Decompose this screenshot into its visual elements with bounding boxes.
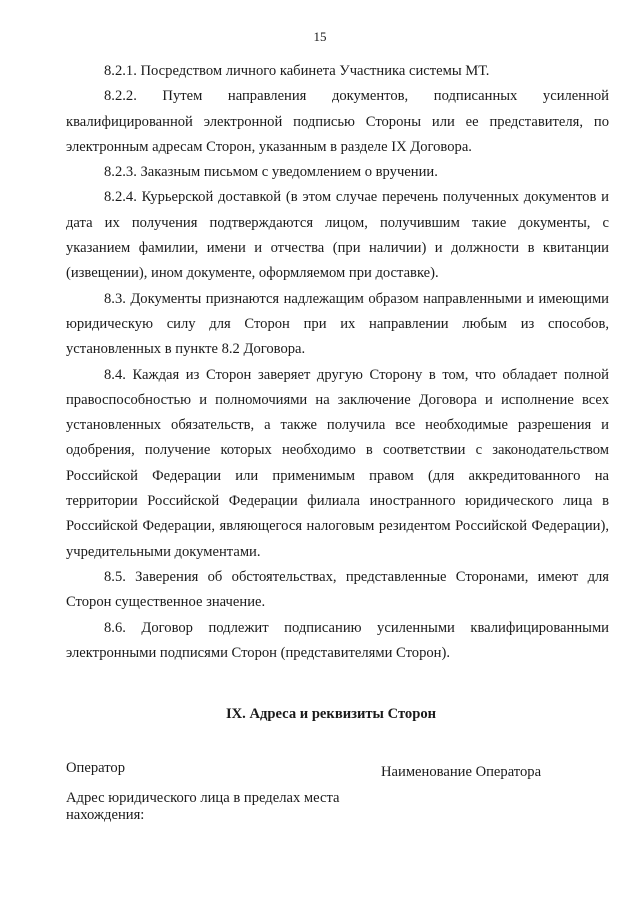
clause-8-3: 8.3. Документы признаются надлежащим образом направленными и имеющими юридическую силу для Сторон при их направлении любым из способов, установленных в пункте 8.2 Договора. bbox=[66, 290, 609, 358]
clause-8-2-2: 8.2.2. Путем направления документов, подписанных усиленной квалифицированной электронной подписью Стороны или ее представителя, по электронным адресам Сторон, указанным в разделе IX Договора. bbox=[66, 88, 609, 155]
clause-8-6: 8.6. Договор подлежит подписанию усиленными квалифицированными электронными подписями Сторон (представителями Сторон). bbox=[66, 619, 609, 661]
page-number: 15 bbox=[313, 29, 327, 44]
clause-8-4: 8.4. Каждая из Сторон заверяет другую Сторону в том, что обладает полной правоспособностью и полномочиями на заключение Договора и исполнение всех установленных обязательств, а также получила все необходимые разрешения и одобрения, получение которых необходимо в соответствии с законодательством Российской Федерации или применимым правом (для аккредитованного на территории Российской Федерации филиала иностранного юридического лица в Российской Федерации, являющегося налоговым резидентом Российской Федерации), учредительными документами. bbox=[66, 366, 609, 560]
operator-address-label: Адрес юридического лица в пределах места нахождения: bbox=[66, 790, 340, 823]
clause-8-2-3: 8.2.3. Заказным письмом с уведомлением о вручении. bbox=[104, 164, 438, 181]
clause-8-2-4: 8.2.4. Курьерской доставкой (в этом случае перечень полученных документов и дата их получения подтверждаются лицом, получившим такие документы, с указанием фамилии, имени и отчества (при наличии) и должности в квитанции (извещении), ином документе, оформляемом при доставке). bbox=[66, 189, 609, 282]
document-body bbox=[66, 59, 609, 666]
section-heading: IX. Адреса и реквизиты Сторон bbox=[225, 706, 437, 722]
clause-8-5: 8.5. Заверения об обстоятельствах, представленные Сторонами, имеют для Сторон существенное значение. bbox=[66, 568, 609, 611]
clause-8-2-1: 8.2.1. Посредством личного кабинета Участника системы МТ. bbox=[104, 63, 490, 79]
operator-name-placeholder: Наименование Оператора bbox=[381, 764, 542, 780]
operator-label: Оператор bbox=[66, 760, 126, 776]
